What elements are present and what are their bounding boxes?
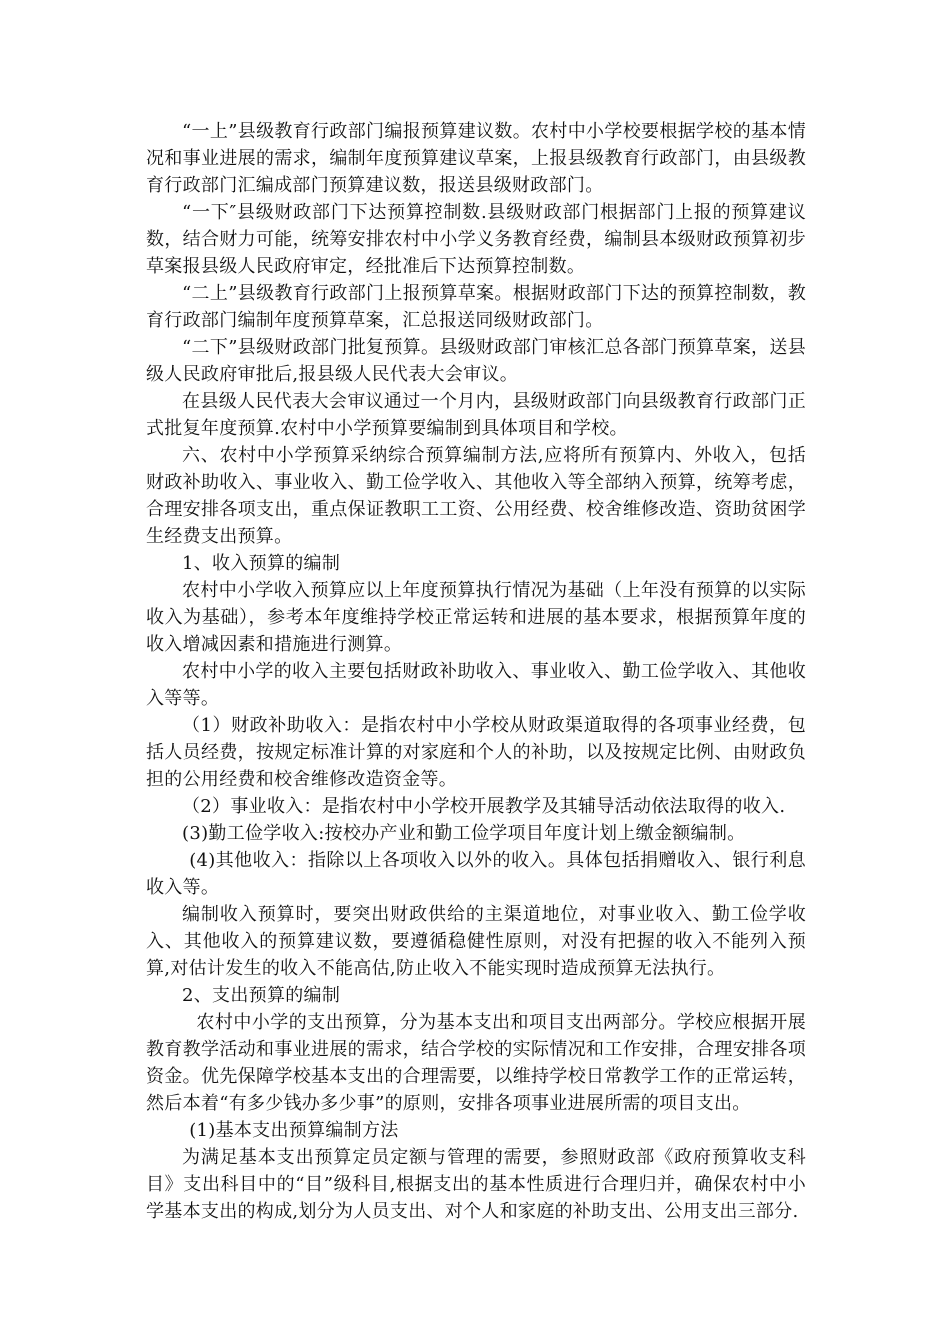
paragraph-section-six: 六、农村中小学预算采纳综合预算编制方法,应将所有预算内、外收入，包括财政补助收入、事业收入、勤工俭学收入、其他收入等全部纳入预算，统筹考虑，合理安排各项支出，重点保证教职工工资、公用经费、校舍维修改造、资助贫困学生经费支出预算。	[146, 445, 806, 547]
paragraph-yi-xia: “一下″县级财政部门下达预算控制数.县级财政部门根据部门上报的预算建议数，结合财力可能，统筹安排农村中小学义务教育经费，编制县本级财政预算初步草案报县级人民政府审定，经批准后下达预算控制数。	[146, 202, 806, 277]
paragraph-approval: 在县级人民代表大会审议通过一个月内，县级财政部门向县级教育行政部门正式批复年度预算.农村中小学预算要编制到具体项目和学校。	[146, 391, 806, 439]
paragraph-er-xia: “二下”县级财政部门批复预算。县级财政部门审核汇总各部门预算草案，送县级人民政府审批后,报县级人民代表大会审议。	[146, 337, 806, 385]
paragraph-income-basis: 农村中小学收入预算应以上年度预算执行情况为基础（上年没有预算的以实际收入为基础），参考本年度维持学校正常运转和进展的基本要求，根据预算年度的收入增减因素和措施进行测算。	[146, 580, 806, 655]
document-body	[146, 118, 806, 1225]
paragraph-expenditure-overview: 农村中小学的支出预算，分为基本支出和项目支出两部分。学校应根据开展教育教学活动和事业进展的需求，结合学校的实际情况和工作安排，合理安排各项资金。优先保障学校基本支出的合理需要，以维持学校日常教学工作的正常运转，然后本着“有多少钱办多少事”的原则，安排各项事业进展所需的项目支出。	[146, 1012, 806, 1114]
heading-expenditure-budget: 2、支出预算的编制	[182, 985, 341, 1006]
heading-basic-expenditure: (1)基本支出预算编制方法	[189, 1120, 399, 1141]
paragraph-fiscal-subsidy: （1）财政补助收入：是指农村中小学校从财政渠道取得的各项事业经费，包括人员经费，按规定标准计算的对家庭和个人的补助，以及按规定比例、由财政负担的公用经费和校舍维修改造资金等。	[146, 715, 806, 790]
paragraph-work-study-income: (3)勤工俭学收入:按校办产业和勤工俭学项目年度计划上缴金额编制。	[182, 823, 746, 844]
paragraph-income-types: 农村中小学的收入主要包括财政补助收入、事业收入、勤工俭学收入、其他收入等等。	[146, 661, 806, 709]
paragraph-er-shang: “二上”县级教育行政部门上报预算草案。根据财政部门下达的预算控制数，教育行政部门编制年度预算草案，汇总报送同级财政部门。	[146, 283, 806, 331]
paragraph-income-principle: 编制收入预算时，要突出财政供给的主渠道地位，对事业收入、勤工俭学收入、其他收入的预算建议数，要遵循稳健性原则，对没有把握的收入不能列入预算,对估计发生的收入不能高估,防止收入不能实现时造成预算无法执行。	[146, 904, 806, 979]
paragraph-yi-shang: “一上”县级教育行政部门编报预算建议数。农村中小学校要根据学校的基本情况和事业进展的需求，编制年度预算建议草案，上报县级教育行政部门，由县级教育行政部门汇编成部门预算建议数，报送县级财政部门。	[146, 121, 806, 196]
paragraph-other-income: (4)其他收入：指除以上各项收入以外的收入。具体包括捐赠收入、银行利息收入等。	[146, 850, 806, 898]
paragraph-business-income: （2）事业收入：是指农村中小学校开展教学及其辅导活动依法取得的收入.	[182, 796, 786, 817]
heading-income-budget: 1、收入预算的编制	[182, 553, 341, 574]
paragraph-basic-expenditure-method: 为满足基本支出预算定员定额与管理的需要，参照财政部《政府预算收支科目》支出科目中的“目”级科目,根据支出的基本性质进行合理归并，确保农村中小学基本支出的构成,划分为人员支出、对个人和家庭的补助支出、公用支出三部分.	[146, 1147, 806, 1222]
